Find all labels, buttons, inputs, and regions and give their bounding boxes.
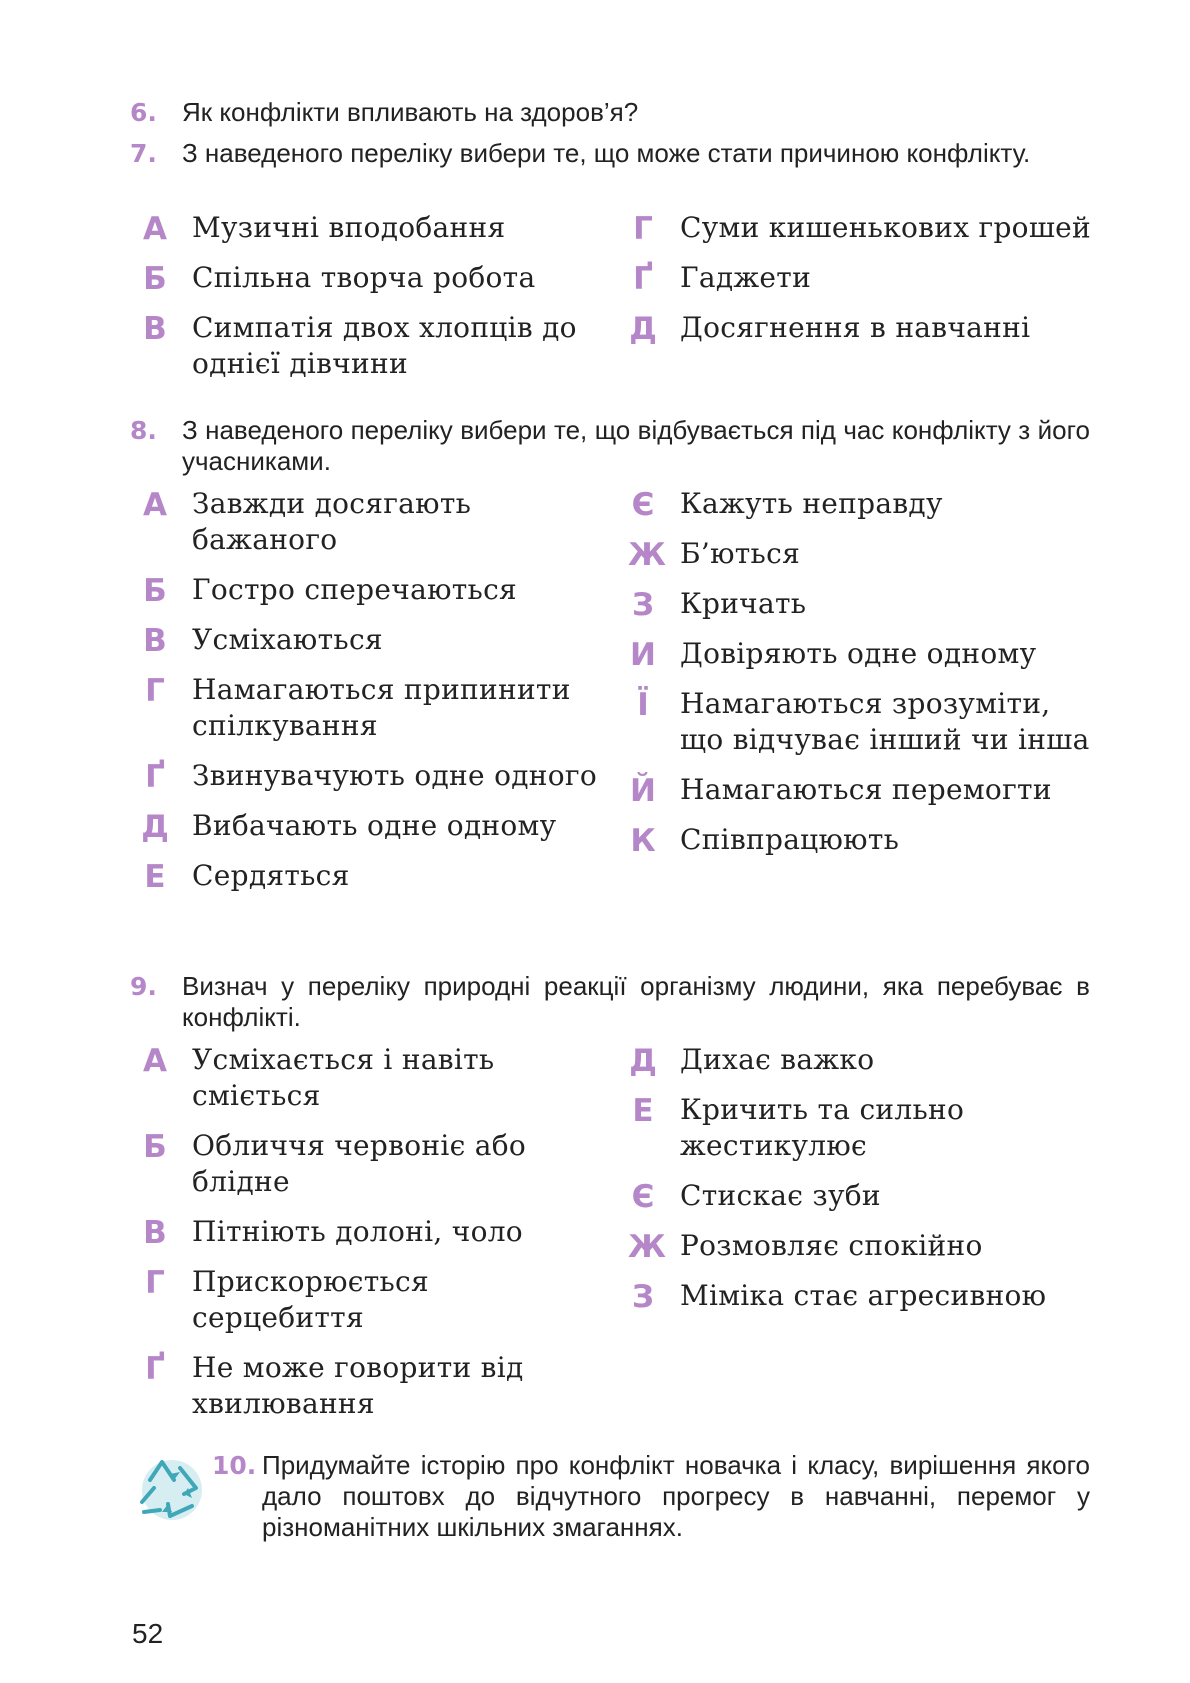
option-item	[628, 1178, 1098, 1214]
question-10	[130, 1450, 1090, 1543]
option-text: Усміхається і навіть сміється	[192, 1043, 495, 1112]
option-letter: В	[143, 1215, 167, 1251]
options-left-column	[140, 210, 610, 396]
question-number: 7.	[130, 139, 157, 168]
option-letter: Г	[145, 673, 165, 709]
page-number: 52	[132, 1618, 164, 1649]
option-item	[140, 622, 610, 658]
option-item	[140, 1128, 610, 1200]
option-text: Стискає зуби	[680, 1179, 881, 1212]
option-item	[140, 572, 610, 608]
options-left-column	[140, 486, 610, 908]
option-letter: Д	[629, 1043, 657, 1079]
option-text: Міміка стає агресивною	[680, 1279, 1047, 1312]
option-text: Кричить та сильно жестикулює	[680, 1093, 965, 1162]
option-letter: Ґ	[633, 261, 653, 297]
option-text: Досягнення в навчанні	[680, 311, 1031, 344]
option-text: Обличчя червоніє або блідне	[192, 1129, 527, 1198]
option-text: Намагаються припинити спілкування	[192, 673, 571, 742]
option-text: Намагаються перемогти	[680, 773, 1052, 806]
option-letter: А	[143, 211, 167, 247]
option-letter: Д	[141, 809, 169, 845]
option-text: Суми кишенькових грошей	[680, 211, 1091, 244]
option-text: Розмовляє спокійно	[680, 1229, 983, 1262]
option-text: Дихає важко	[680, 1043, 875, 1076]
option-letter: Ї	[637, 687, 649, 723]
option-text: Гаджети	[680, 261, 812, 294]
option-item	[628, 486, 1098, 522]
option-item	[628, 772, 1098, 808]
question-7	[130, 138, 1090, 169]
option-letter: Е	[632, 1093, 654, 1129]
question-number: 6.	[130, 98, 157, 127]
option-item	[628, 1228, 1098, 1264]
option-item	[140, 310, 610, 382]
question-number: 10.	[212, 1451, 257, 1480]
option-text: Намагаються зрозуміти, що відчуває інший чи інша	[680, 687, 1090, 756]
question-number: 9.	[130, 972, 157, 1001]
option-text: Музичні вподобання	[192, 211, 506, 244]
option-item	[628, 536, 1098, 572]
option-letter: Ґ	[145, 759, 165, 795]
option-item	[628, 636, 1098, 672]
option-text: Гостро сперечаються	[192, 573, 518, 606]
options-left-column	[140, 1042, 610, 1436]
option-item	[628, 1278, 1098, 1314]
option-letter: Є	[631, 1179, 655, 1215]
option-text: Усміхаються	[192, 623, 383, 656]
option-text: Б’ються	[680, 537, 801, 570]
option-text: Симпатія двох хлопців до однієї дівчини	[192, 311, 577, 380]
option-letter: Є	[631, 487, 655, 523]
option-item	[140, 260, 610, 296]
option-letter: Ж	[628, 1229, 666, 1265]
option-item	[628, 1042, 1098, 1078]
option-item	[140, 1264, 610, 1336]
option-item	[140, 758, 610, 794]
question-number: 8.	[130, 416, 157, 445]
option-item	[628, 260, 1098, 296]
question-text: Як конфлікти впливають на здоров’я?	[182, 97, 639, 127]
question-text: З наведеного переліку вибери те, що відбувається під час конфлікту з його учасниками.	[182, 415, 1090, 476]
options-right-column	[628, 1042, 1098, 1328]
option-text: Кажуть неправду	[680, 487, 943, 520]
recycle-arrows-icon	[130, 1450, 210, 1530]
option-text: Прискорюється серцебиття	[192, 1265, 430, 1334]
option-item	[140, 486, 610, 558]
option-item	[140, 1042, 610, 1114]
option-item	[140, 858, 610, 894]
option-letter: А	[143, 487, 167, 523]
option-letter: К	[630, 823, 656, 859]
option-text: Кричать	[680, 587, 807, 620]
option-letter: Б	[143, 573, 167, 609]
question-8	[130, 415, 1090, 477]
question-text: Визнач у переліку природні реакції організму людини, яка перебуває в конфлікті.	[182, 971, 1090, 1032]
option-text: Сердяться	[192, 859, 350, 892]
option-letter: Г	[145, 1265, 165, 1301]
option-item	[628, 310, 1098, 346]
question-9	[130, 971, 1090, 1033]
option-letter: А	[143, 1043, 167, 1079]
options-right-column	[628, 210, 1098, 360]
question-text: З наведеного переліку вибери те, що може стати причиною конфлікту.	[182, 138, 1031, 168]
option-letter: Ж	[628, 537, 666, 573]
option-item	[628, 822, 1098, 858]
option-letter: Б	[143, 1129, 167, 1165]
option-letter: З	[631, 1279, 655, 1315]
option-item	[628, 586, 1098, 622]
option-item	[140, 1350, 610, 1422]
option-letter: В	[143, 311, 167, 347]
option-text: Завжди досягають бажаного	[192, 487, 472, 556]
option-text: Довіряють одне одному	[680, 637, 1037, 670]
option-item	[140, 808, 610, 844]
option-letter: Ґ	[145, 1351, 165, 1387]
option-letter: Б	[143, 261, 167, 297]
option-letter: Й	[630, 773, 656, 809]
option-text: Співпрацюють	[680, 823, 900, 856]
option-item	[140, 210, 610, 246]
question-6	[130, 97, 1090, 128]
option-item	[140, 672, 610, 744]
option-letter: Д	[629, 311, 657, 347]
option-text: Вибачають одне одному	[192, 809, 557, 842]
option-letter: В	[143, 623, 167, 659]
option-item	[628, 1092, 1098, 1164]
option-letter: Е	[144, 859, 166, 895]
option-text: Пітніють долоні, чоло	[192, 1215, 523, 1248]
option-item	[628, 686, 1098, 758]
options-right-column	[628, 486, 1098, 872]
option-item	[140, 1214, 610, 1250]
option-letter: Г	[633, 211, 653, 247]
option-letter: З	[631, 587, 655, 623]
option-text: Не може говорити від хвилювання	[192, 1351, 524, 1420]
option-letter: И	[630, 637, 656, 673]
question-text: Придумайте історію про конфлікт новачка і класу, вирішення якого дало поштовх до відчутного прогресу в навчанні, перемог у різноманітних шкільних змаганнях.	[262, 1450, 1090, 1542]
option-text: Спільна творча робота	[192, 261, 536, 294]
option-text: Звинувачують одне одного	[192, 759, 598, 792]
option-item	[628, 210, 1098, 246]
